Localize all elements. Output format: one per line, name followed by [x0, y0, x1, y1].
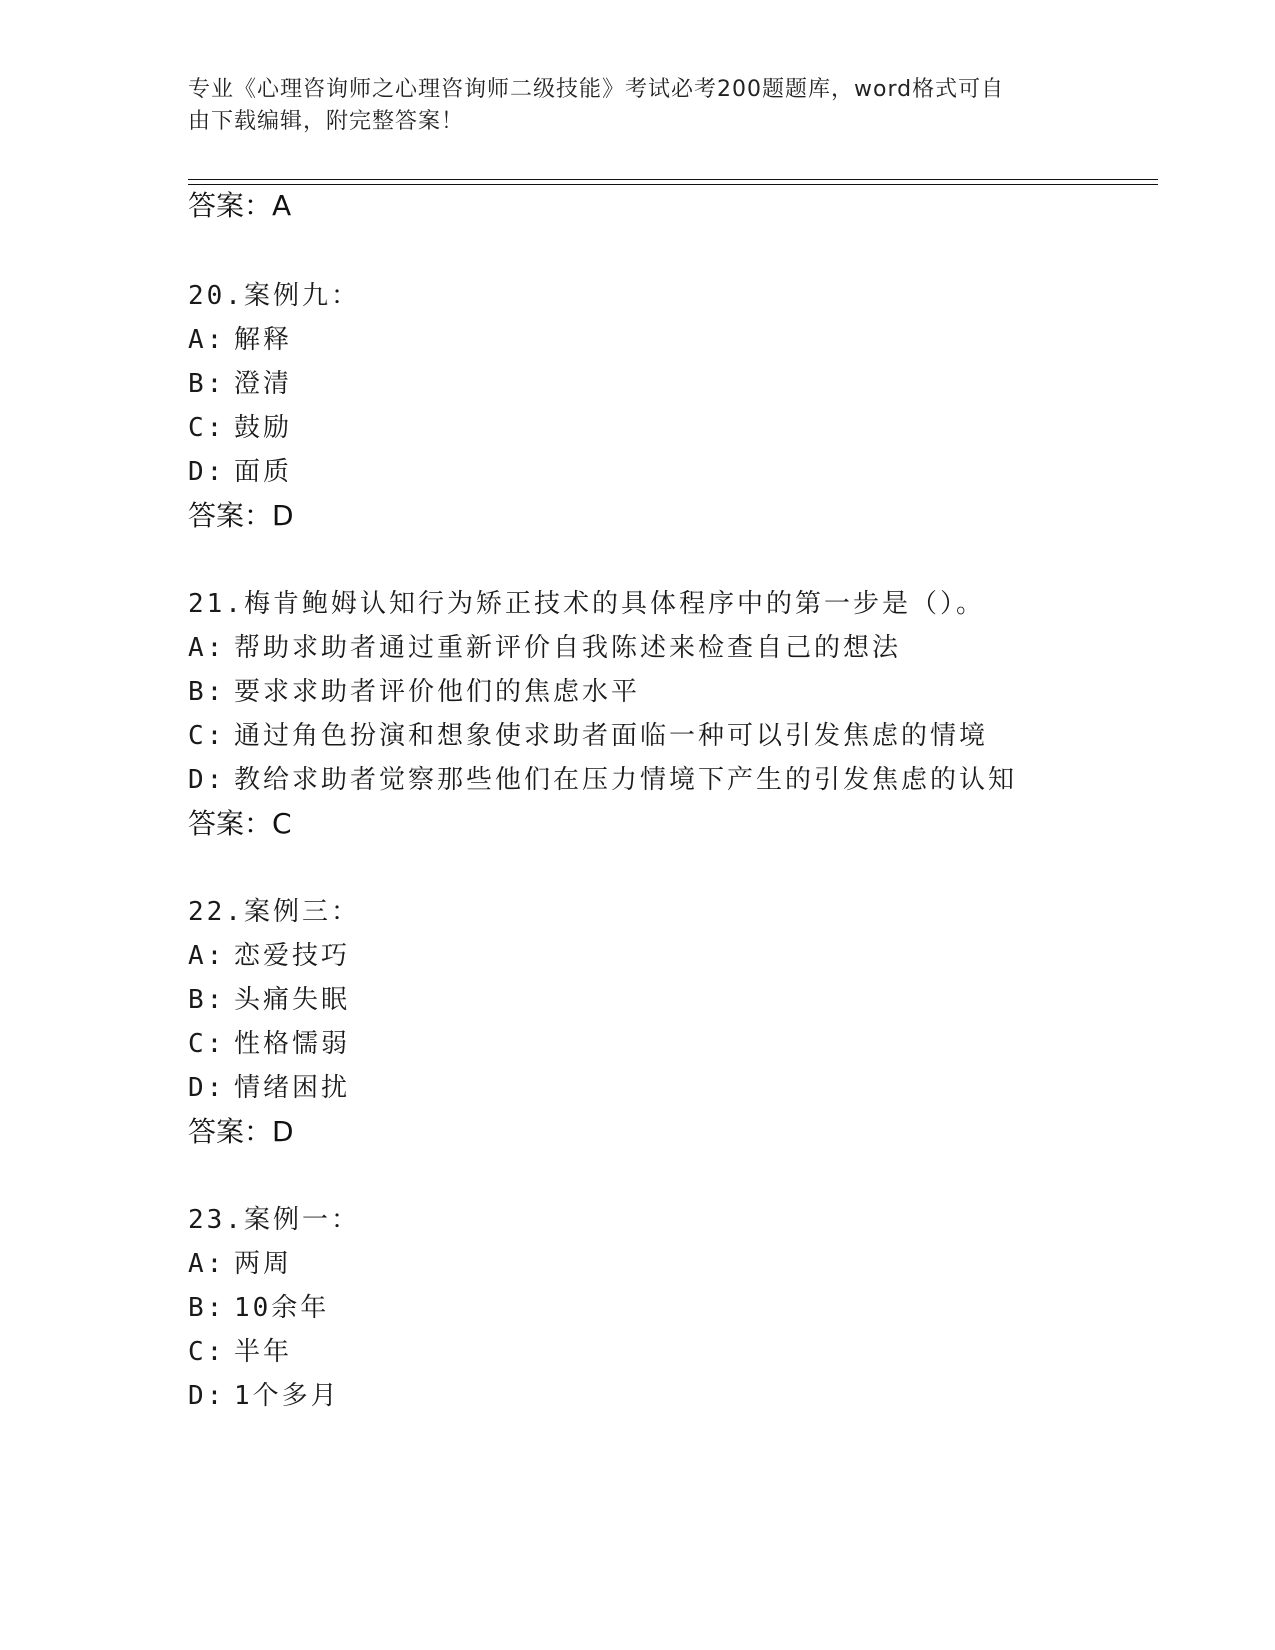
- option-text: 鼓励: [234, 413, 293, 443]
- previous-answer: 答案：A: [188, 189, 292, 222]
- question-stem: 20.案例九：: [188, 281, 360, 311]
- option-text: 通过角色扮演和想象使求助者面临一种可以引发焦虑的情境: [234, 721, 989, 751]
- option-d: [188, 454, 292, 490]
- option-letter: A:: [188, 325, 226, 355]
- option-text: 教给求助者觉察那些他们在压力情境下产生的引发焦虑的认知: [234, 765, 1018, 795]
- option-d: [188, 762, 1017, 798]
- option-c: [188, 1334, 292, 1370]
- option-c: [188, 410, 292, 446]
- option-letter: D:: [188, 1073, 226, 1103]
- option-text: 1个多月: [234, 1381, 340, 1411]
- option-text: 澄清: [234, 369, 293, 399]
- option-text: 要求求助者评价他们的焦虑水平: [234, 677, 641, 707]
- option-letter: B:: [188, 985, 226, 1015]
- option-a: [188, 630, 901, 666]
- option-letter: A:: [188, 1249, 226, 1279]
- question-stem: 21.梅肯鲍姆认知行为矫正技术的具体程序中的第一步是（）。: [188, 589, 985, 619]
- option-text: 性格懦弱: [234, 1029, 351, 1059]
- option-letter: C:: [188, 721, 226, 751]
- option-letter: A:: [188, 633, 226, 663]
- option-a: [188, 1246, 292, 1282]
- option-letter: B:: [188, 677, 226, 707]
- option-text: 两周: [234, 1249, 293, 1279]
- option-letter: D:: [188, 1381, 226, 1411]
- option-text: 解释: [234, 325, 293, 355]
- option-b: [188, 982, 350, 1018]
- option-letter: D:: [188, 457, 226, 487]
- option-letter: C:: [188, 1029, 226, 1059]
- option-d: [188, 1378, 340, 1414]
- option-letter: D:: [188, 765, 226, 795]
- option-text: 恋爱技巧: [234, 941, 351, 971]
- header-line-1: 专业《心理咨询师之心理咨询师二级技能》考试必考200题题库，word格式可自: [188, 77, 1005, 102]
- answer-line: 答案：D: [188, 499, 294, 532]
- option-text: 帮助求助者通过重新评价自我陈述来检查自己的想法: [234, 633, 902, 663]
- document-header: [188, 74, 1088, 138]
- option-text: 头痛失眠: [234, 985, 351, 1015]
- header-rule-bottom: [188, 184, 1158, 185]
- option-b: [188, 366, 292, 402]
- option-letter: C:: [188, 1337, 226, 1367]
- option-a: [188, 938, 350, 974]
- option-letter: C:: [188, 413, 226, 443]
- question-stem: 23.案例一：: [188, 1205, 360, 1235]
- option-text: 半年: [234, 1337, 293, 1367]
- header-line-2: 由下载编辑，附完整答案！: [188, 109, 465, 134]
- option-c: [188, 718, 988, 754]
- option-c: [188, 1026, 350, 1062]
- option-d: [188, 1070, 350, 1106]
- option-letter: B:: [188, 369, 226, 399]
- option-b: [188, 674, 640, 710]
- option-text: 情绪困扰: [234, 1073, 351, 1103]
- option-a: [188, 322, 292, 358]
- header-rule-top: [188, 179, 1158, 180]
- answer-line: 答案：C: [188, 807, 292, 840]
- option-b: [188, 1290, 329, 1326]
- answer-line: 答案：D: [188, 1115, 294, 1148]
- option-letter: B:: [188, 1293, 226, 1323]
- option-text: 面质: [234, 457, 293, 487]
- option-letter: A:: [188, 941, 226, 971]
- question-stem: 22.案例三：: [188, 897, 360, 927]
- option-text: 10余年: [234, 1293, 330, 1323]
